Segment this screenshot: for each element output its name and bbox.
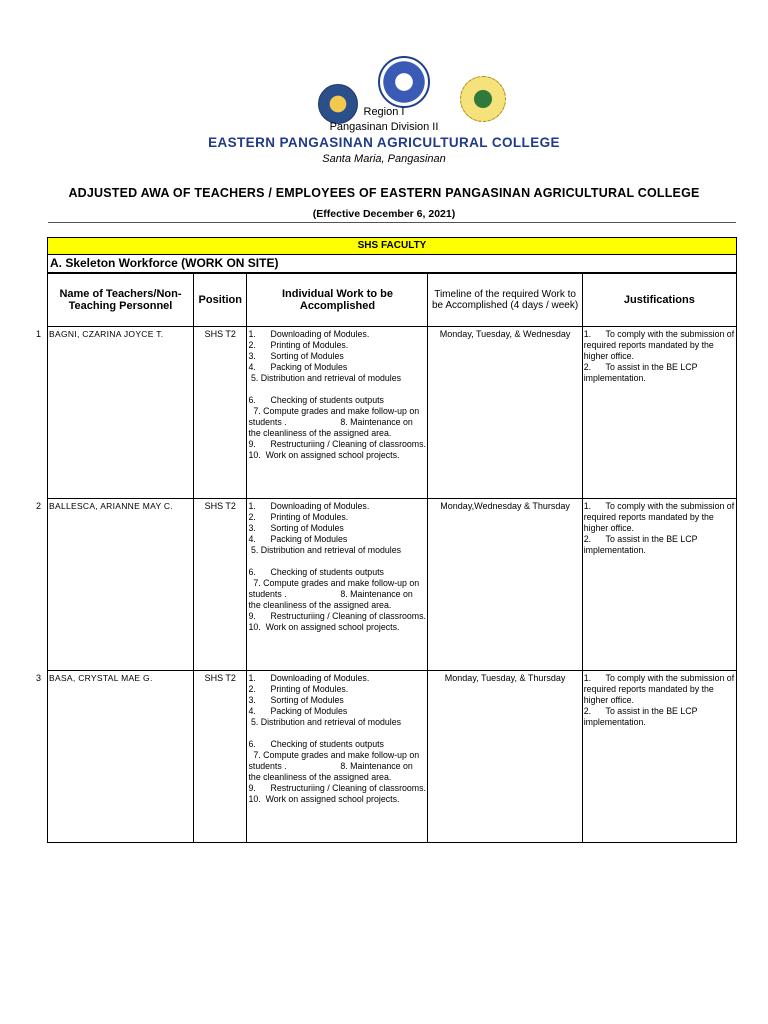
justification-item: 2. To assist in the BE LCP implementation. bbox=[583, 362, 700, 383]
personnel-name-cell bbox=[36, 671, 194, 843]
row-number: 3 bbox=[36, 673, 42, 683]
college-name: EASTERN PANGASINAN AGRICULTURAL COLLEGE bbox=[208, 135, 560, 150]
column-header-name: Name of Teachers/Non-Teaching Personnel bbox=[48, 274, 194, 327]
personnel-name: BASA, CRYSTAL MAE G. bbox=[49, 673, 153, 683]
work-item: 4. Packing of Modules bbox=[248, 534, 348, 544]
work-item: 2. Printing of Modules. bbox=[248, 340, 349, 350]
personnel-name-cell bbox=[36, 499, 194, 671]
effective-date: (Effective December 6, 2021) bbox=[312, 208, 456, 220]
work-item: 4. Packing of Modules bbox=[248, 362, 348, 372]
work-item: 10. Work on assigned school projects. bbox=[248, 794, 400, 804]
timeline-cell: Monday, Tuesday, & Thursday bbox=[428, 671, 582, 843]
work-list-cell bbox=[247, 499, 428, 671]
work-item: 4. Packing of Modules bbox=[248, 706, 348, 716]
justification-item: 1. To comply with the submission of required reports mandated by the higher office. bbox=[583, 501, 737, 533]
work-item bbox=[248, 384, 426, 395]
position-cell: SHS T2 bbox=[194, 499, 247, 671]
position-cell: SHS T2 bbox=[194, 327, 247, 499]
work-item: 9. Restructuriing / Cleaning of classrooms. bbox=[248, 611, 426, 621]
awa-sheet bbox=[36, 237, 737, 843]
work-item: 10. Work on assigned school projects. bbox=[248, 450, 400, 460]
column-header-position: Position bbox=[194, 274, 247, 327]
work-item: 7. Compute grades and make follow-up on students . 8. Maintenance on the cleanliness of the assigned area. bbox=[248, 750, 422, 782]
timeline-cell: Monday, Tuesday, & Wednesday bbox=[428, 327, 582, 499]
work-item: 1. Downloading of Modules. bbox=[248, 501, 370, 511]
title-divider bbox=[48, 222, 736, 223]
justification-item: 2. To assist in the BE LCP implementation. bbox=[583, 534, 700, 555]
work-item: 3. Sorting of Modules bbox=[248, 351, 344, 361]
college-location: Santa Maria, Pangasinan bbox=[322, 153, 446, 165]
work-item: 2. Printing of Modules. bbox=[248, 684, 349, 694]
work-item: 5. Distribution and retrieval of modules bbox=[248, 373, 402, 383]
school-seal-icon bbox=[318, 84, 358, 124]
justifications-cell bbox=[582, 327, 736, 499]
work-item: 7. Compute grades and make follow-up on students . 8. Maintenance on the cleanliness of the assigned area. bbox=[248, 578, 422, 610]
justification-item: 1. To comply with the submission of required reports mandated by the higher office. bbox=[583, 329, 737, 361]
deped-seal-icon bbox=[378, 56, 430, 108]
justification-item: 1. To comply with the submission of required reports mandated by the higher office. bbox=[583, 673, 737, 705]
awa-table bbox=[36, 273, 737, 843]
work-list-cell bbox=[247, 671, 428, 843]
work-item: 1. Downloading of Modules. bbox=[248, 673, 370, 683]
work-item: 1. Downloading of Modules. bbox=[248, 329, 370, 339]
work-item: 10. Work on assigned school projects. bbox=[248, 622, 400, 632]
work-item: 5. Distribution and retrieval of modules bbox=[248, 717, 402, 727]
justifications-cell bbox=[582, 671, 736, 843]
work-item bbox=[248, 728, 426, 739]
region-label: Region I bbox=[363, 106, 405, 118]
work-item: 5. Distribution and retrieval of modules bbox=[248, 545, 402, 555]
justifications-cell bbox=[582, 499, 736, 671]
work-item: 6. Checking of students outputs bbox=[248, 395, 384, 405]
work-item: 3. Sorting of Modules bbox=[248, 695, 344, 705]
work-item: 7. Compute grades and make follow-up on students . 8. Maintenance on the cleanliness of the assigned area. bbox=[248, 406, 422, 438]
work-item: 6. Checking of students outputs bbox=[248, 739, 384, 749]
column-header-justifications: Justifications bbox=[582, 274, 736, 327]
work-item: 3. Sorting of Modules bbox=[248, 523, 344, 533]
table-row bbox=[48, 327, 737, 499]
justification-item: 2. To assist in the BE LCP implementation. bbox=[583, 706, 700, 727]
personnel-name-cell bbox=[36, 327, 194, 499]
work-item: 9. Restructuriing / Cleaning of classrooms. bbox=[248, 783, 426, 793]
position-cell: SHS T2 bbox=[194, 671, 247, 843]
work-item: 2. Printing of Modules. bbox=[248, 512, 349, 522]
section-heading: A. Skeleton Workforce (WORK ON SITE) bbox=[47, 255, 737, 273]
table-row bbox=[48, 499, 737, 671]
work-item bbox=[248, 556, 426, 567]
row-number: 2 bbox=[36, 501, 42, 511]
column-header-timeline: Timeline of the required Work to be Accomplished (4 days / week) bbox=[428, 274, 582, 327]
division-label: Pangasinan Division II bbox=[329, 121, 439, 133]
table-row bbox=[48, 671, 737, 843]
work-item: 6. Checking of students outputs bbox=[248, 567, 384, 577]
personnel-name: BAGNI, CZARINA JOYCE T. bbox=[49, 329, 164, 339]
column-header-work: Individual Work to be Accomplished bbox=[247, 274, 428, 327]
work-list-cell bbox=[247, 327, 428, 499]
document-title: ADJUSTED AWA OF TEACHERS / EMPLOYEES OF EASTERN PANGASINAN AGRICULTURAL COLLEGE bbox=[68, 186, 700, 200]
timeline-cell: Monday,Wednesday & Thursday bbox=[428, 499, 582, 671]
faculty-banner: SHS FACULTY bbox=[47, 237, 737, 255]
work-item: 9. Restructuriing / Cleaning of classrooms. bbox=[248, 439, 426, 449]
table-header-row bbox=[48, 274, 737, 327]
table-wrapper bbox=[36, 273, 737, 843]
personnel-name: BALLESCA, ARIANNE MAY C. bbox=[49, 501, 174, 511]
row-number: 1 bbox=[36, 329, 42, 339]
table-body bbox=[36, 327, 737, 843]
